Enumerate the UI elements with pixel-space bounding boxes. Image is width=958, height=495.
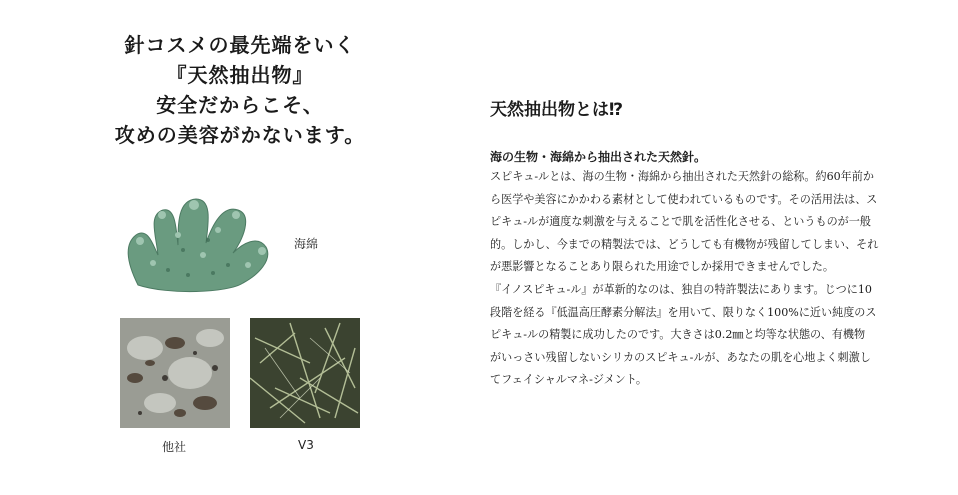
body-line-1: スピキュ-ルとは、海の生物・海綿から抽出された天然針の総称。約60年前か [490,170,874,183]
headline-line-4: 攻めの美容がかないます。 [114,123,366,147]
section-subtitle: 海の生物・海綿から抽出された天然針。 [490,150,707,164]
sea-sponge-image [118,185,278,305]
body-line-5: が悪影響となることあり限られた用途でしか採用できませんでした。 [490,260,834,274]
body-line-6: 『イノスピキュ-ル』が革新的なのは、独自の特許製法にあります。じつに10 [490,282,872,296]
sponge-label: 海綿 [294,237,319,251]
competitor-microscope-image [120,318,230,428]
headline-line-2: 『天然抽出物』 [166,63,314,87]
article-body [490,166,932,392]
v3-label: V3 [298,438,314,452]
headline-line-1: 針コスメの最先端をいく [124,33,356,57]
body-line-7: 段階を経る『低温高圧酵素分解法』を用いて、限りなく100%に近い純度のス [490,305,877,319]
body-line-4: 的。しかし、今までの精製法では、どうしても有機物が残留してしまい、それ [490,237,879,251]
left-panel [0,0,460,495]
body-line-3: ピキュ-ルが適度な刺激を与えることで肌を活性化させる、というものが一般 [490,215,871,229]
body-line-8: ピキュ-ルの精製に成功したのです。大きさは0.2㎜と均等な状態の、有機物 [490,328,866,342]
competitor-label: 他社 [162,440,187,454]
section-title: 天然抽出物とは⁉ [490,100,624,120]
body-line-10: てフェイシャルマネ-ジメント。 [490,373,647,387]
headline [100,30,380,150]
body-line-2: ら医学や美容にかかわる素材として使われているものです。その活用法は、ス [490,192,878,206]
v3-microscope-image [250,318,360,428]
right-panel [490,0,940,495]
headline-line-3: 安全だからこそ、 [156,93,324,117]
body-line-9: がいっさい残留しないシリカのスピキュ-ルが、あなたの肌を心地よく刺激し [490,350,871,364]
